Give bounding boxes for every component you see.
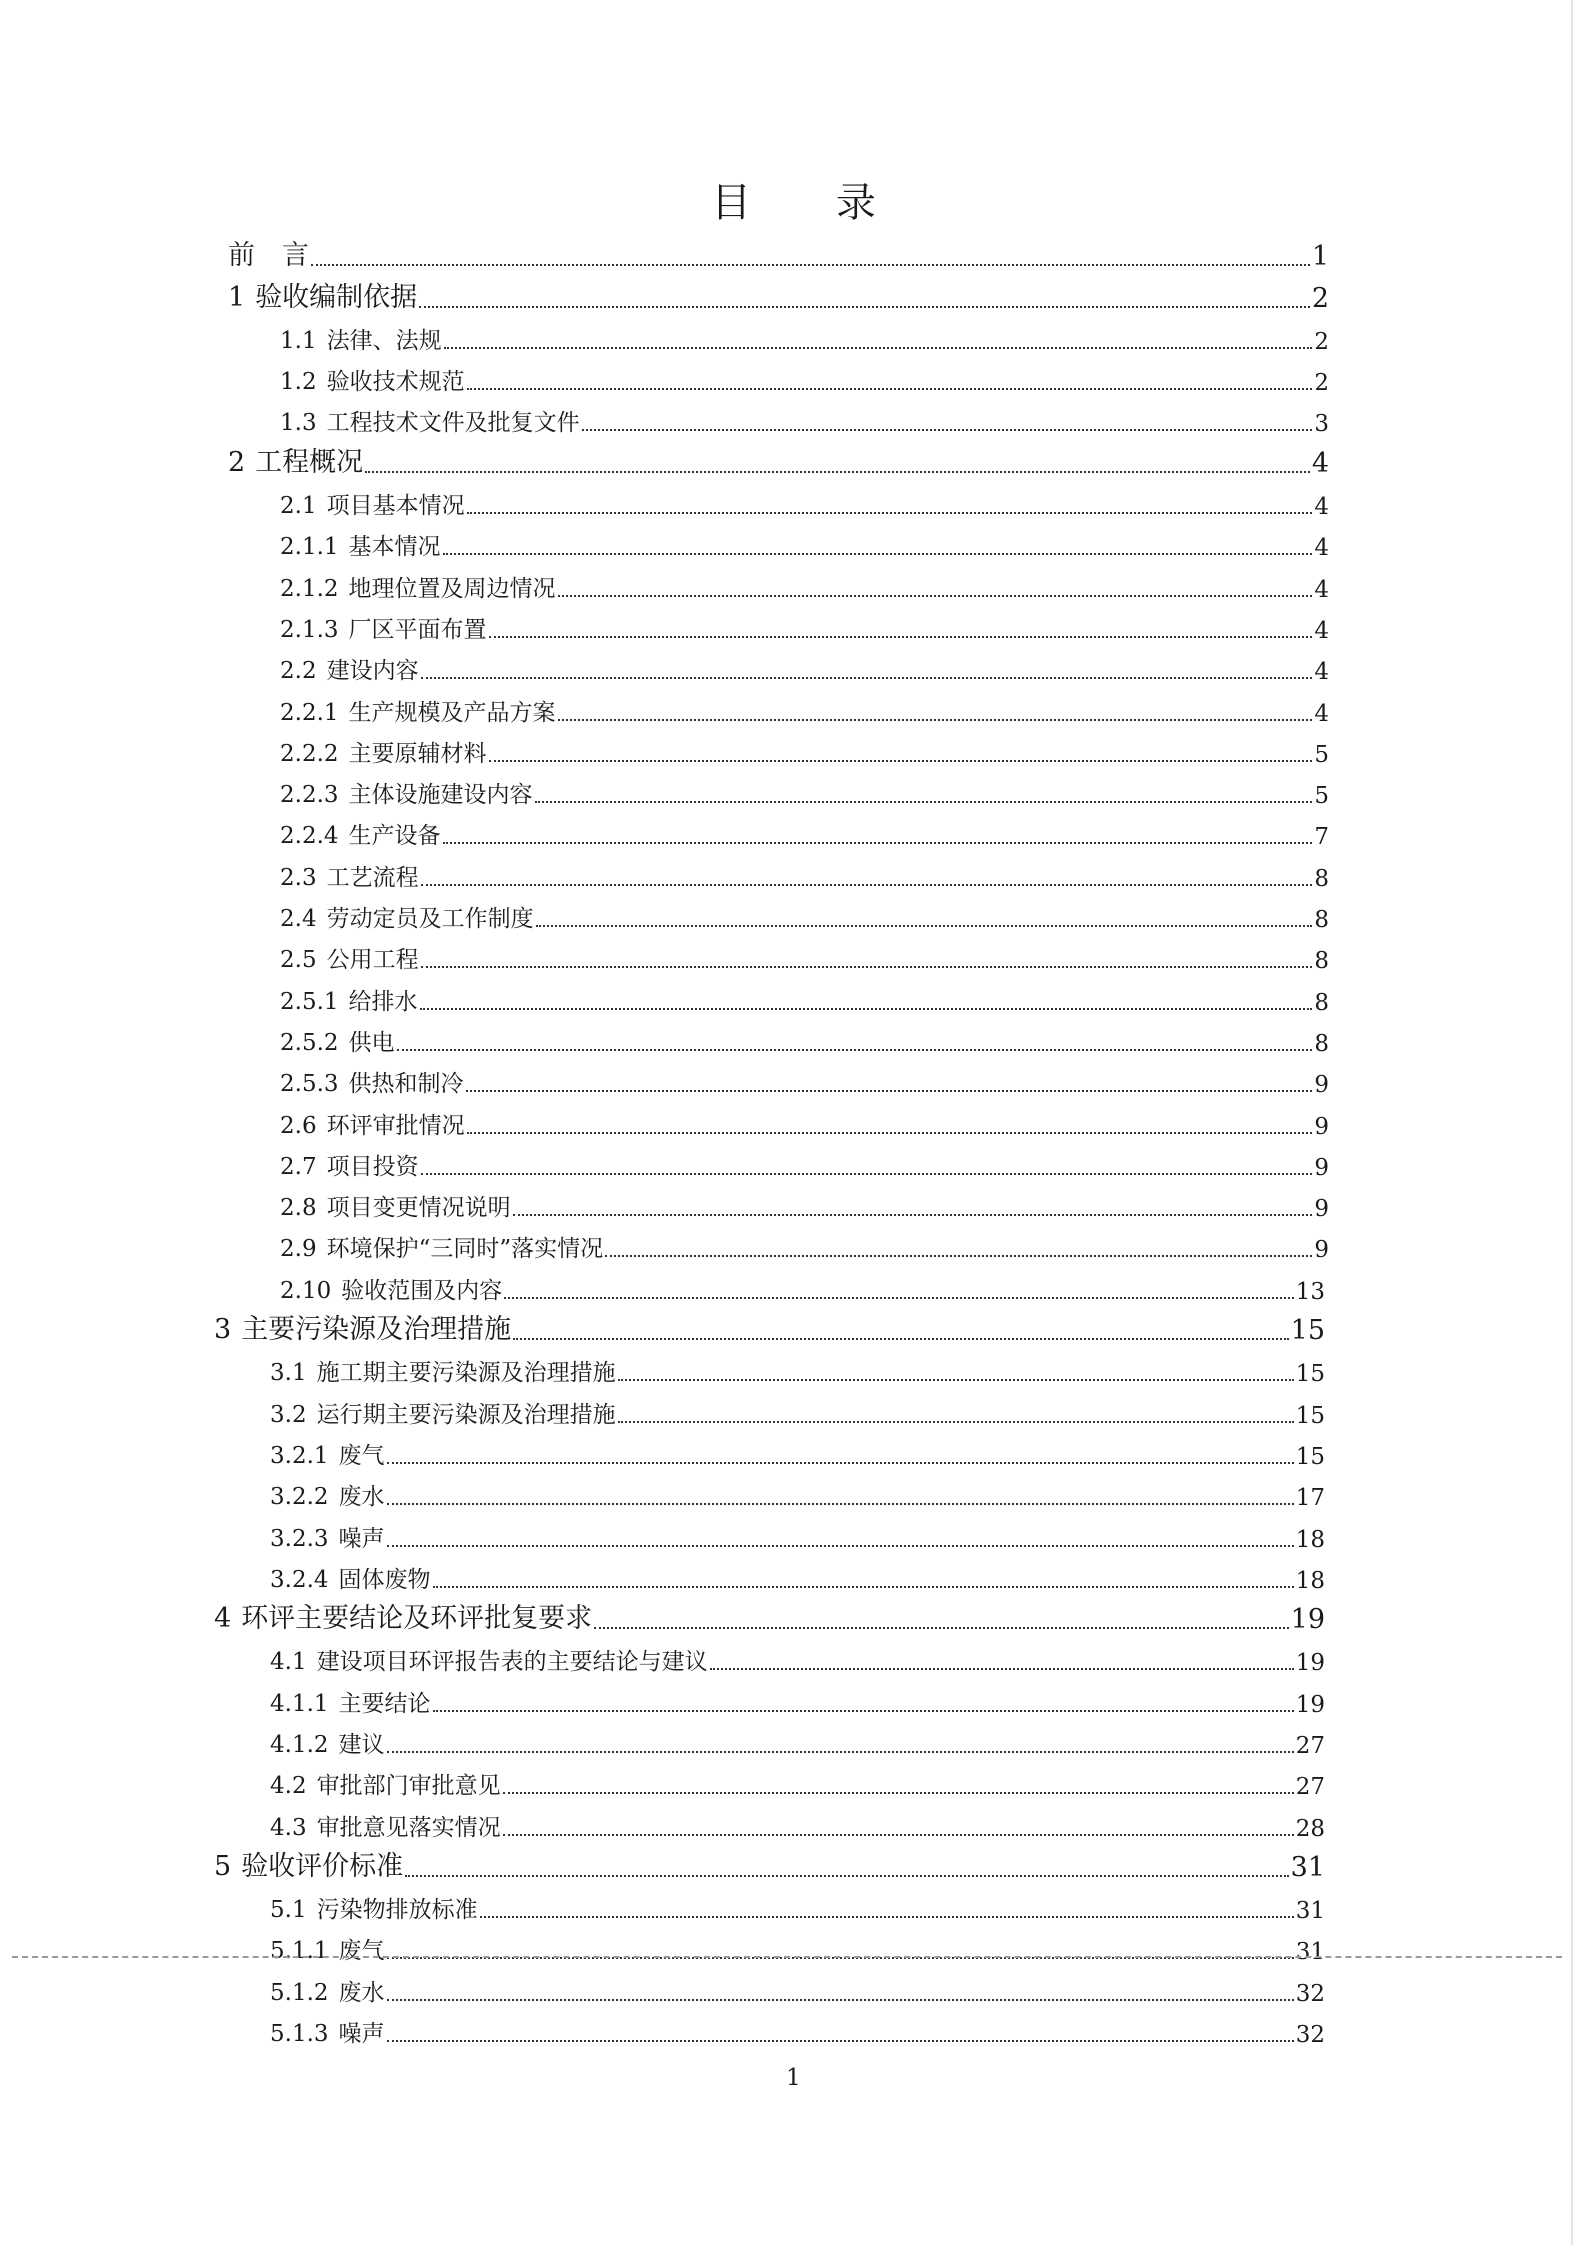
toc-entry-label: 给排水 [348,988,418,1015]
toc-entry-number: 5.1 [270,1897,307,1924]
toc-entry-page: 8 [1314,989,1329,1016]
toc-entry-heading [280,817,441,850]
toc-entry-number: 2.4 [280,906,317,933]
dot-leader [480,1916,1294,1918]
toc-entry-page: 2 [1314,328,1329,355]
dot-leader [558,595,1313,597]
dot-leader [397,1049,1313,1051]
toc-entry-number: 2.10 [280,1277,332,1304]
toc-entry-label: 废水 [338,1979,385,2006]
toc-entry-number: 2.2 [280,658,317,685]
toc-entry-label: 工程概况 [255,446,364,478]
toc-entry-page: 17 [1295,1485,1325,1512]
toc-entry-number: 1 [228,281,246,313]
toc-entry-label: 供热和制冷 [348,1071,464,1098]
toc-entry-label: 环境保护“三同时”落实情况 [326,1236,604,1263]
toc-entry-label: 审批意见落实情况 [316,1814,501,1841]
toc-entry [270,1392,1325,1433]
toc-entry-heading [270,1437,385,1470]
toc-entry-label: 前 言 [228,240,309,272]
toc-title: 目 录 [711,180,912,226]
toc-entry-label: 验收范围及内容 [341,1277,503,1304]
toc-entry-number: 2.6 [280,1112,317,1139]
toc-entry [270,2012,1325,2053]
toc-entry-number: 2.5.1 [280,988,339,1015]
dot-leader [433,1710,1294,1712]
toc-entry-number: 4.1 [270,1649,307,1676]
toc-entry-label: 主要原辅材料 [348,740,487,767]
toc-entry-label: 生产设备 [348,823,441,850]
toc-entry-page: 5 [1314,741,1329,768]
toc-entry-heading [280,1065,464,1098]
toc-entry [280,401,1329,442]
toc-entry-page: 15 [1295,1402,1325,1429]
toc-entry-label: 审批部门审批意见 [316,1773,501,1800]
toc-entry-label: 建设内容 [326,658,419,685]
toc-entry-page: 2 [1311,282,1329,314]
dot-leader [311,264,1310,266]
toc-entry-page: 4 [1314,659,1329,686]
dot-leader [558,719,1313,721]
toc-entry-page: 19 [1290,1604,1325,1636]
toc-entry-number: 3.2 [270,1401,307,1428]
toc-entry [280,732,1329,773]
dot-leader [535,801,1313,803]
dot-leader [503,1792,1294,1794]
dot-leader [365,471,1310,473]
toc-entry-heading [280,776,533,809]
toc-entry [270,1805,1325,1846]
dot-leader [387,1751,1294,1753]
toc-entry [280,319,1329,360]
dot-leader [387,1999,1294,2001]
toc-entry [280,979,1329,1020]
toc-entry-number: 2.5 [280,947,317,974]
toc-entry-label: 噪声 [338,1525,385,1552]
toc-entry-page: 32 [1295,2022,1325,2049]
table-of-contents [0,236,1587,2053]
dot-leader [467,388,1313,390]
toc-entry-page: 8 [1314,1030,1329,1057]
toc-entry [270,1558,1325,1599]
toc-entry-page: 9 [1314,1113,1329,1140]
toc-entry-label: 工艺流程 [326,864,419,891]
toc-entry-heading [228,440,363,479]
toc-entry-heading [280,859,419,892]
toc-entry-page: 4 [1314,535,1329,562]
toc-entry-heading [280,1148,419,1181]
toc-entry-page: 27 [1295,1732,1325,1759]
toc-entry-heading [280,363,465,396]
dot-leader [443,842,1313,844]
toc-entry-number: 5.1.1 [270,1938,329,1965]
toc-entry-number: 4.1.2 [270,1731,329,1758]
toc-entry-label: 基本情况 [348,534,441,561]
toc-entry-label: 供电 [348,1029,395,1056]
toc-entry [270,1970,1325,2011]
toc-entry-heading [280,570,556,603]
toc-entry-heading [280,528,441,561]
toc-entry-heading [280,941,419,974]
toc-entry-heading [214,1596,592,1635]
toc-entry [280,773,1329,814]
toc-entry-number: 2.5.3 [280,1071,339,1098]
toc-entry [280,360,1329,401]
toc-entry [270,1764,1325,1805]
dot-leader [605,1255,1312,1257]
toc-entry [214,1310,1325,1351]
toc-entry-number: 4 [214,1603,232,1635]
toc-entry-page: 31 [1290,1851,1325,1883]
toc-entry-number: 2 [228,446,246,478]
toc-entry [270,1351,1325,1392]
toc-entry [228,277,1329,318]
toc-entry-label: 主要污染源及治理措施 [241,1314,512,1346]
toc-entry [280,1186,1329,1227]
toc-entry-page: 19 [1295,1650,1325,1677]
toc-entry-number: 2.1.3 [280,616,339,643]
toc-entry-heading [270,1643,708,1676]
toc-entry [270,1475,1325,1516]
dot-leader [421,966,1313,968]
dot-leader [387,1545,1294,1547]
toc-entry-page: 9 [1314,1237,1329,1264]
toc-entry-page: 1 [1311,241,1329,273]
dot-leader [387,1503,1294,1505]
toc-entry-heading [270,1478,385,1511]
toc-entry-heading [270,1520,385,1553]
toc-entry-label: 主要结论 [338,1690,431,1717]
toc-entry-heading [280,1189,511,1222]
dot-leader [513,1338,1288,1340]
toc-entry [280,484,1329,525]
toc-entry-number: 3.2.1 [270,1442,329,1469]
dot-leader [618,1379,1294,1381]
toc-entry-heading [214,1307,511,1346]
toc-entry-number: 2.2.4 [280,823,339,850]
toc-entry-label: 污染物排放标准 [316,1897,478,1924]
toc-entry-page: 5 [1314,783,1329,810]
toc-entry [270,1888,1325,1929]
toc-entry-heading [280,1230,603,1263]
toc-entry-heading [280,1024,395,1057]
toc-entry-heading [280,694,556,727]
toc-entry-label: 生产规模及产品方案 [348,699,556,726]
toc-entry-heading [270,2015,385,2048]
toc-entry [270,1929,1325,1970]
toc-entry-number: 3.2.3 [270,1525,329,1552]
dot-leader [466,1090,1313,1092]
toc-entry [228,236,1329,277]
toc-entry-label: 公用工程 [326,947,419,974]
dot-leader [443,553,1313,555]
toc-entry-number: 2.1 [280,493,317,520]
page-number: 1 [786,2065,801,2091]
toc-entry-number: 4.1.1 [270,1690,329,1717]
toc-entry-label: 法律、法规 [326,327,442,354]
toc-entry [270,1723,1325,1764]
toc-entry-number: 5.1.2 [270,1979,329,2006]
scan-fold-line [12,1956,1562,1958]
toc-entry-number: 2.1.2 [280,575,339,602]
toc-entry [214,1847,1325,1888]
toc-entry-label: 建设项目环评报告表的主要结论与建议 [316,1649,708,1676]
dot-leader [594,1627,1288,1629]
toc-entry-label: 验收编制依据 [255,281,418,313]
toc-entry [280,1062,1329,1103]
toc-entry-heading [270,1809,501,1842]
toc-entry [280,1021,1329,1062]
toc-entry-number: 3 [214,1314,232,1346]
toc-entry-label: 工程技术文件及批复文件 [326,410,580,437]
dot-leader [536,925,1313,927]
dot-leader [405,1875,1288,1877]
toc-entry-page: 4 [1314,576,1329,603]
dot-leader [710,1668,1294,1670]
toc-entry-heading [280,1107,465,1140]
toc-entry-page: 9 [1314,1072,1329,1099]
toc-entry [270,1516,1325,1557]
toc-entry-heading [280,735,487,768]
toc-entry-number: 2.7 [280,1153,317,1180]
toc-entry-heading [228,275,417,314]
toc-entry-number: 5 [214,1850,232,1882]
toc-entry [280,1103,1329,1144]
toc-entry-label: 验收评价标准 [241,1850,404,1882]
toc-entry-heading [280,404,580,437]
toc-entry-heading [270,1396,616,1429]
toc-entry-page: 15 [1295,1443,1325,1470]
toc-entry-heading [280,900,534,933]
toc-entry-heading [280,1272,502,1305]
dot-leader [504,1297,1294,1299]
toc-entry-label: 环评主要结论及环评批复要求 [241,1603,593,1635]
toc-entry-number: 1.2 [280,369,317,396]
toc-entry-heading [280,487,465,520]
toc-entry [280,897,1329,938]
dot-leader [421,677,1313,679]
toc-entry-number: 2.2.1 [280,699,339,726]
dot-leader [420,1008,1313,1010]
toc-entry-label: 废气 [338,1938,385,1965]
toc-entry-number: 2.5.2 [280,1029,339,1056]
toc-entry-page: 13 [1295,1278,1325,1305]
toc-entry-heading [270,1354,616,1387]
dot-leader [419,306,1310,308]
toc-entry-number: 2.2.3 [280,782,339,809]
toc-entry [270,1640,1325,1681]
toc-entry-heading [280,652,419,685]
toc-entry [280,938,1329,979]
dot-leader [582,429,1313,431]
toc-entry-page: 2 [1314,370,1329,397]
toc-entry-heading [270,1561,431,1594]
toc-entry-number: 3.1 [270,1360,307,1387]
toc-entry-label: 地理位置及周边情况 [348,575,556,602]
toc-entry-page: 9 [1314,1196,1329,1223]
toc-entry-label: 项目变更情况说明 [326,1195,511,1222]
toc-entry-label: 运行期主要污染源及治理措施 [316,1401,616,1428]
toc-entry-page: 8 [1314,948,1329,975]
toc-entry-page: 19 [1295,1691,1325,1718]
toc-entry [214,1599,1325,1640]
toc-entry-page: 7 [1314,824,1329,851]
toc-entry-label: 项目投资 [326,1153,419,1180]
toc-entry-page: 15 [1295,1361,1325,1388]
toc-entry-label: 施工期主要污染源及治理措施 [316,1360,616,1387]
toc-entry-page: 4 [1314,700,1329,727]
toc-entry [270,1434,1325,1475]
toc-entry [280,1268,1325,1309]
toc-entry [280,608,1329,649]
toc-entry-number: 2.8 [280,1195,317,1222]
dot-leader [467,512,1313,514]
toc-entry-number: 3.2.4 [270,1566,329,1593]
toc-entry-heading [214,1844,403,1883]
toc-entry [280,1145,1329,1186]
dot-leader [421,1173,1313,1175]
toc-entry [280,855,1329,896]
toc-entry-page: 18 [1295,1567,1325,1594]
toc-entry-heading [228,233,309,272]
toc-entry [280,814,1329,855]
toc-entry [228,442,1329,483]
toc-entry-page: 28 [1295,1815,1325,1842]
toc-entry-number: 4.3 [270,1814,307,1841]
toc-entry-page: 4 [1314,494,1329,521]
toc-entry-label: 噪声 [338,2021,385,2048]
dot-leader [513,1214,1313,1216]
toc-entry-page: 15 [1290,1315,1325,1347]
toc-entry-page: 31 [1295,1939,1325,1966]
dot-leader [467,1132,1313,1134]
toc-entry-number: 5.1.3 [270,2021,329,2048]
toc-entry-number: 1.3 [280,410,317,437]
dot-leader [503,1834,1294,1836]
toc-entry-label: 验收技术规范 [326,369,465,396]
toc-entry [270,1681,1325,1722]
toc-entry-number: 2.1.1 [280,534,339,561]
toc-entry-label: 环评审批情况 [326,1112,465,1139]
toc-entry-page: 8 [1314,865,1329,892]
toc-entry-page: 9 [1314,1154,1329,1181]
toc-entry-label: 建议 [338,1731,385,1758]
toc-entry-page: 18 [1295,1526,1325,1553]
dot-leader [618,1421,1294,1423]
toc-entry-page: 8 [1314,907,1329,934]
toc-entry-page: 4 [1314,617,1329,644]
toc-entry [280,1227,1329,1268]
toc-entry-heading [270,1685,431,1718]
toc-entry-page: 3 [1314,411,1329,438]
toc-entry-heading [280,611,487,644]
toc-entry-number: 2.3 [280,864,317,891]
toc-entry-label: 废水 [338,1484,385,1511]
toc-entry [280,566,1329,607]
toc-entry-number: 2.2.2 [280,740,339,767]
toc-entry-heading [270,1932,385,1965]
toc-entry-page: 4 [1311,447,1329,479]
toc-entry-number: 2.9 [280,1236,317,1263]
toc-entry-page: 32 [1295,1980,1325,2007]
toc-entry-label: 固体废物 [338,1566,431,1593]
toc-entry-label: 主体设施建设内容 [348,782,533,809]
toc-entry [280,690,1329,731]
toc-entry-heading [280,983,418,1016]
dot-leader [387,2040,1294,2042]
toc-entry-page: 31 [1295,1898,1325,1925]
toc-entry-label: 项目基本情况 [326,493,465,520]
dot-leader [489,760,1313,762]
toc-entry-heading [280,322,442,355]
toc-entry-label: 废气 [338,1442,385,1469]
dot-leader [433,1586,1294,1588]
dot-leader [444,347,1313,349]
toc-entry-page: 27 [1295,1774,1325,1801]
dot-leader [489,636,1313,638]
toc-entry-heading [270,1974,385,2007]
toc-entry [280,649,1329,690]
toc-entry-heading [270,1767,501,1800]
dot-leader [421,884,1313,886]
toc-entry-number: 4.2 [270,1773,307,1800]
toc-entry-heading [270,1891,478,1924]
toc-entry-label: 厂区平面布置 [348,616,487,643]
dot-leader [387,1462,1294,1464]
toc-entry [280,525,1329,566]
toc-entry-heading [270,1726,385,1759]
toc-entry-number: 3.2.2 [270,1484,329,1511]
toc-entry-label: 劳动定员及工作制度 [326,906,534,933]
toc-entry-number: 1.1 [280,327,317,354]
